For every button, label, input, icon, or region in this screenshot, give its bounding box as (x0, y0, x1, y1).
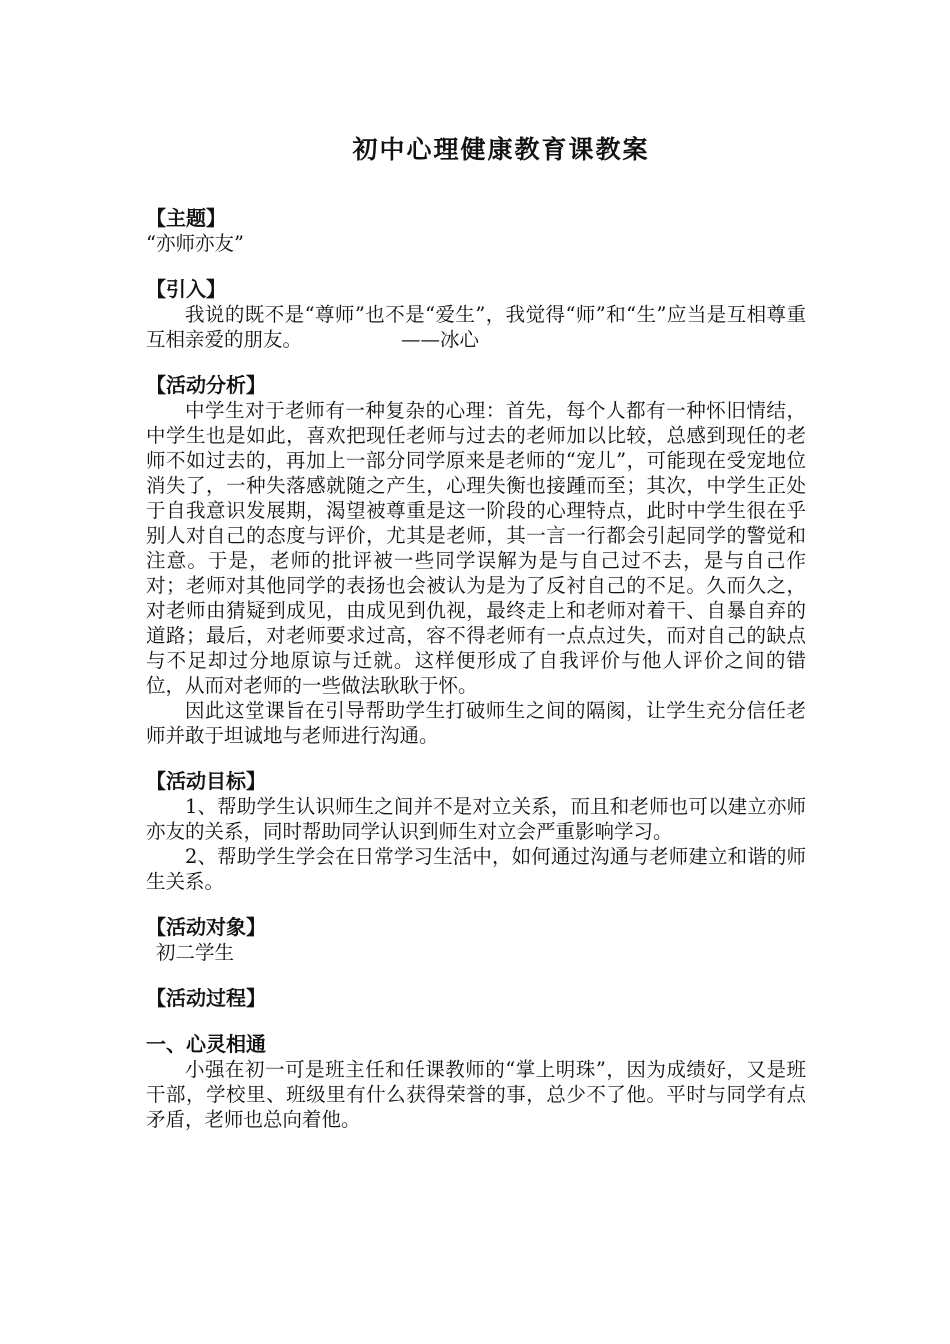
section-intro (146, 277, 806, 352)
section-theme (146, 206, 806, 256)
analysis-paragraph-1: 中学生对于老师有一种复杂的心理：首先，每个人都有一种怀旧情结，中学生也是如此，喜欢把现任老师与过去的老师加以比较，总感到现任的老师不如过去的，再加上一部分同学原来是老师的“宠儿”，可能现在受宠地位消失了，一种失落感就随之产生，心理失衡也接踵而至；其次，中学生正处于自我意识发展期，渴望被尊重是这一阶段的心理特点，此时中学生很在乎别人对自己的态度与评价，尤其是老师，其一言一行都会引起同学的警觉和注意。于是，老师的批评被一些同学误解为是与自己过不去，是与自己作对；老师对其他同学的表扬也会被认为是为了反衬自己的不足。久而久之，对老师由猜疑到成见，由成见到仇视，最终走上和老师对着干、自暴自弃的道路；最后，对老师要求过高，容不得老师有一点点过失，而对自己的缺点与不足却过分地原谅与迁就。这样便形成了自我评价与他人评价之间的错位，从而对老师的一些做法耿耿于怀。 (146, 399, 806, 697)
goal-item-2: 2、帮助学生学会在日常学习生活中，如何通过沟通与老师建立和谐的师生关系。 (146, 845, 806, 893)
part1-paragraph: 小强在初一可是班主任和任课教师的“掌上明珠”，因为成绩好，又是班干部，学校里、班级里有什么获得荣誉的事，总少不了他。平时与同学有点矛盾，老师也总向着他。 (146, 1058, 806, 1131)
intro-heading: 【引入】 (146, 277, 226, 301)
section-process (146, 986, 806, 1011)
part1-heading: 一、心灵相通 (146, 1032, 266, 1056)
analysis-paragraph-2: 因此这堂课旨在引导帮助学生打破师生之间的隔阂，让学生充分信任老师并敢于坦诚地与老师进行沟通。 (146, 699, 806, 747)
section-goals (146, 769, 806, 894)
process-heading: 【活动过程】 (146, 986, 266, 1010)
lesson-plan-page (146, 130, 806, 1153)
quote-author: ——冰心 (401, 328, 480, 351)
section-target (146, 915, 806, 965)
goal-item-1: 1、帮助学生认识师生之间并不是对立关系，而且和老师也可以建立亦师亦友的关系，同时帮助同学认识到师生对立会严重影响学习。 (146, 795, 806, 843)
section-analysis (146, 373, 806, 748)
analysis-heading: 【活动分析】 (146, 373, 266, 397)
section-part-1 (146, 1032, 806, 1132)
target-heading: 【活动对象】 (146, 915, 266, 939)
goals-heading: 【活动目标】 (146, 769, 266, 793)
target-text: 初二学生 (156, 941, 235, 964)
intro-quote-paragraph (146, 302, 806, 352)
intro-quote: 我说的既不是“尊师”也不是“爱生”，我觉得“师”和“生”应当是互相尊重互相亲爱的朋友。 (146, 303, 806, 351)
document-title: 初中心理健康教育课教案 (352, 135, 650, 164)
theme-text: “亦师亦友” (146, 232, 244, 255)
theme-heading: 【主题】 (146, 206, 226, 230)
